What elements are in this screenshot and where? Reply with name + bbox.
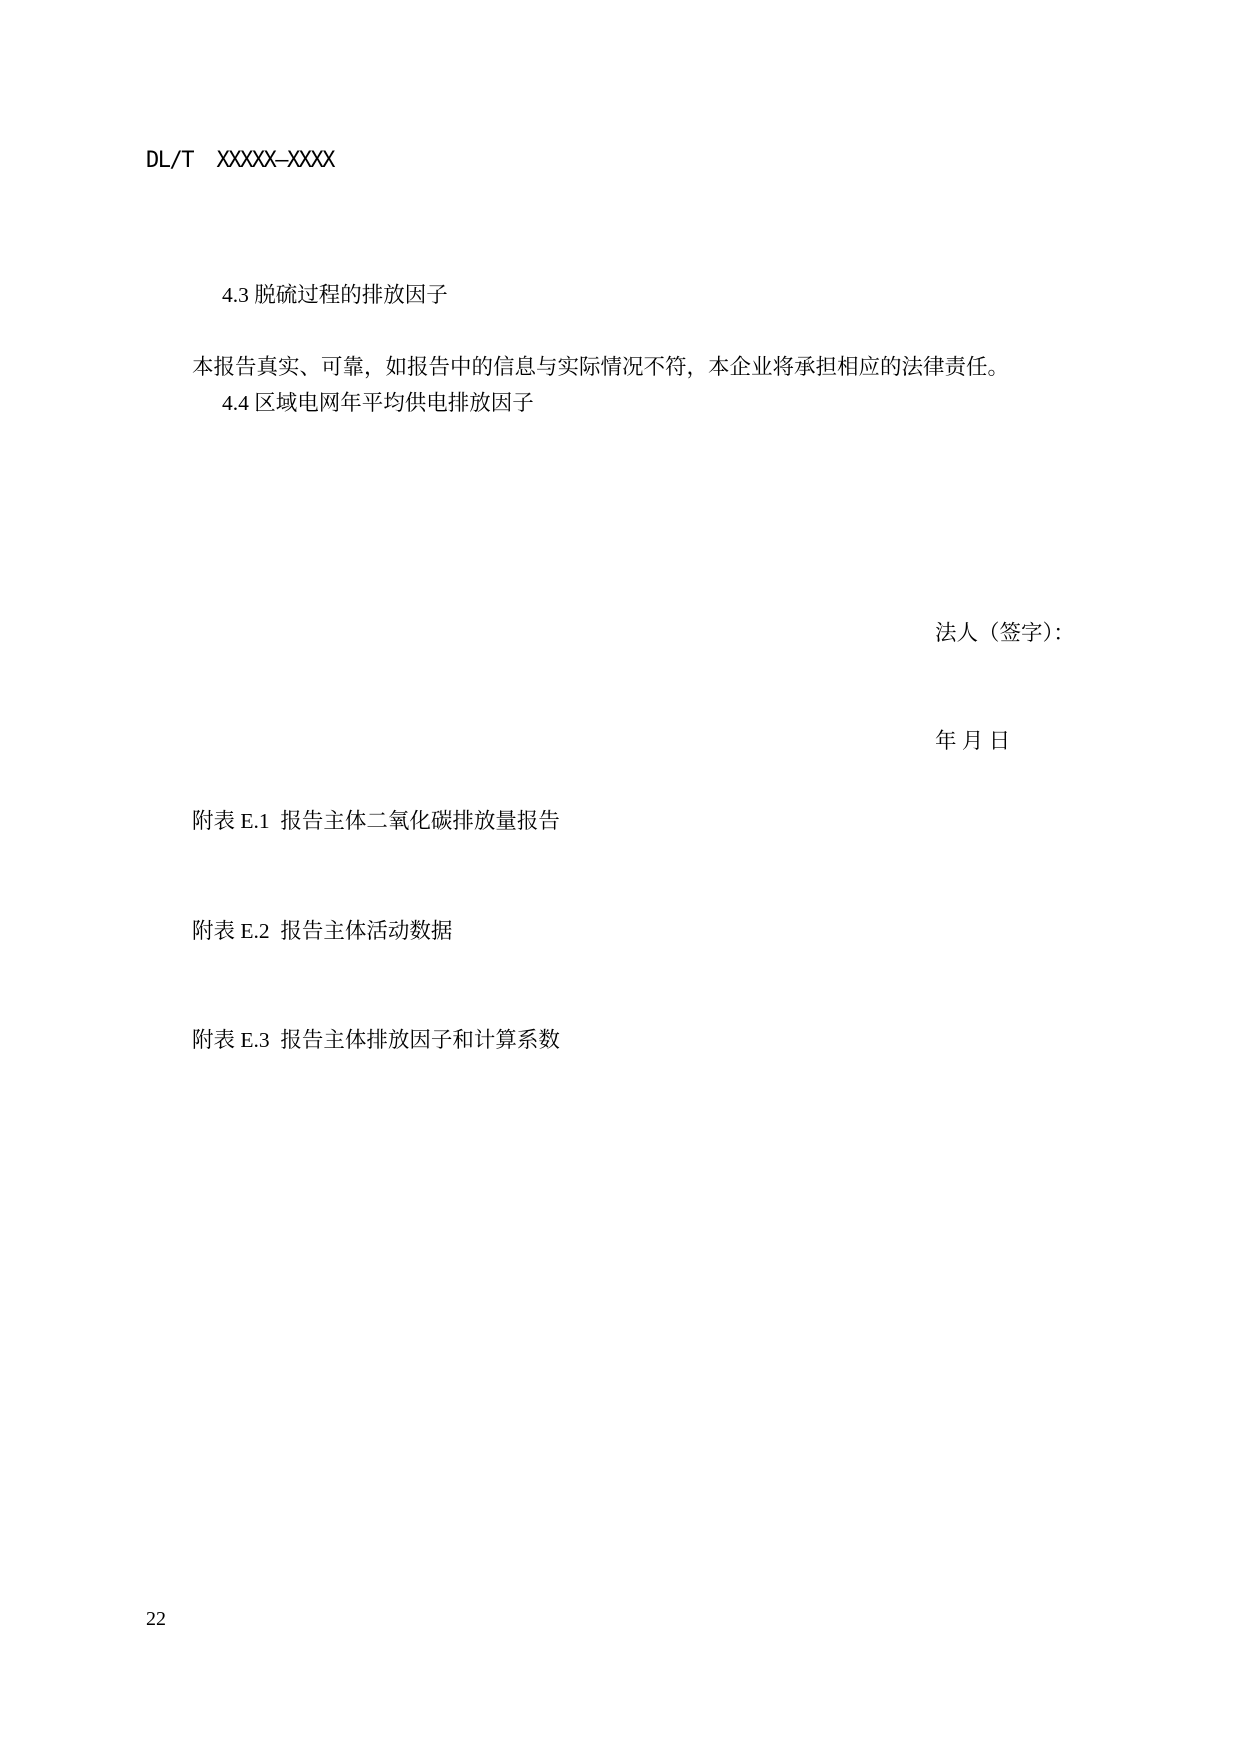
date-label: 年 月 日 [935, 729, 1011, 753]
appendix-item-e3: 附表 E.3 报告主体排放因子和计算系数 [192, 1028, 560, 1052]
signature-block [935, 543, 1075, 831]
section-list [222, 205, 534, 493]
appendix-item-e2: 附表 E.2 报告主体活动数据 [192, 918, 453, 943]
section-item-4-3: 4.3 脱硫过程的排放因子 [222, 283, 448, 307]
section-item-4-4: 4.4 区域电网年平均供电排放因子 [222, 391, 534, 415]
legal-person-signature-label: 法人（签字）： [935, 621, 1075, 645]
appendix-table-list [192, 730, 560, 1132]
declaration-statement: 本报告真实、可靠，如报告中的信息与实际情况不符，本企业将承担相应的法律责任。 [192, 355, 1010, 379]
appendix-item-e1: 附表 E.1 报告主体二氧化碳排放量报告 [192, 809, 560, 833]
document-code-header: DL/T XXXXX—XXXX [146, 148, 334, 173]
page-number: 22 [146, 1608, 166, 1630]
